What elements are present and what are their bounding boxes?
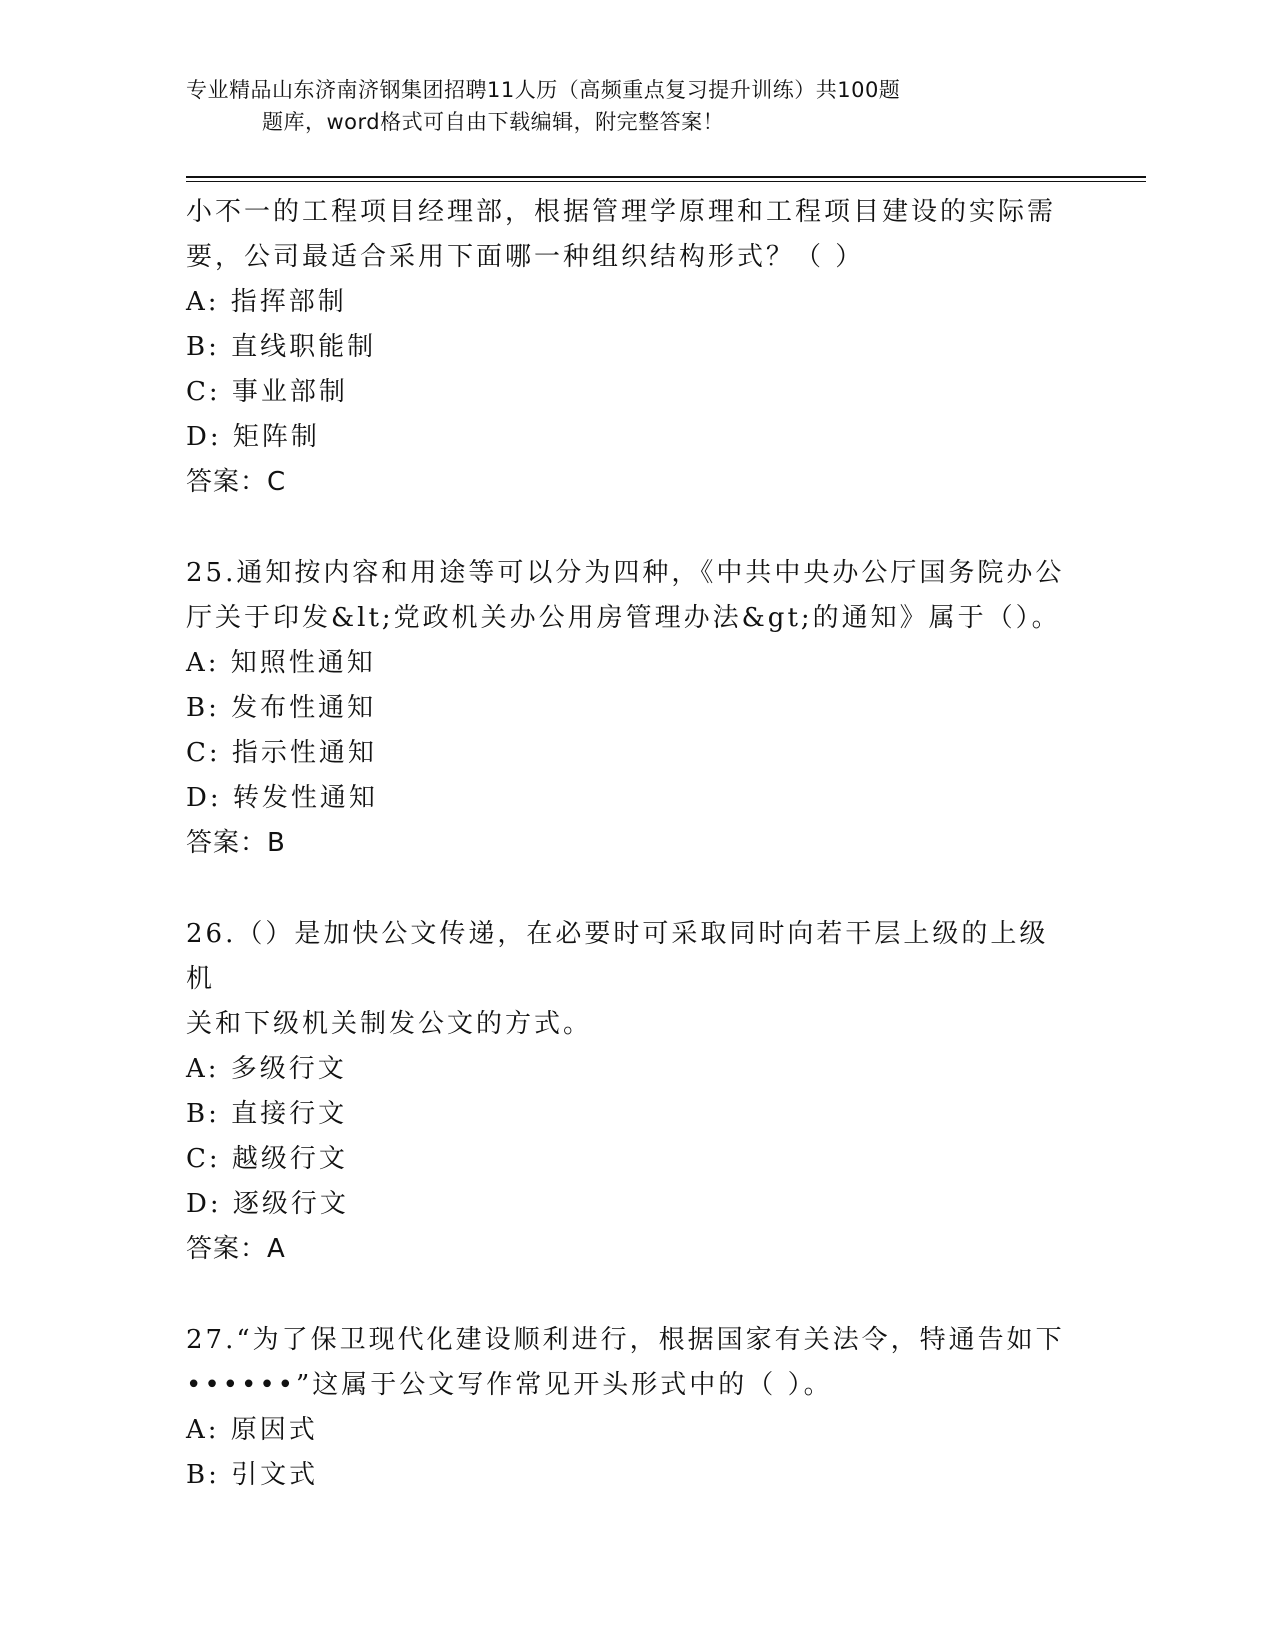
question-stem-line: ••••••”这属于公文写作常见开头形式中的（ ）。	[186, 1370, 833, 1400]
question-stem-line: 25.通知按内容和用途等可以分为四种，《中共中央办公厅国务院办公	[186, 558, 1065, 588]
option-a: A: 知照性通知	[186, 648, 376, 678]
header-title-line2: 题库，word格式可自由下载编辑，附完整答案！	[262, 110, 725, 134]
option-c: C: 指示性通知	[186, 738, 377, 768]
option-c: C: 事业部制	[186, 377, 348, 407]
answer: 答案：C	[186, 467, 287, 497]
option-d: D: 矩阵制	[186, 422, 320, 452]
question-stem-line: 小不一的工程项目经理部，根据管理学原理和工程项目建设的实际需	[186, 197, 1057, 227]
option-a: A: 多级行文	[186, 1054, 347, 1084]
header-divider	[186, 176, 1146, 178]
header-title-line1: 专业精品山东济南济钢集团招聘11人历（高频重点复习提升训练）共100题	[186, 78, 901, 102]
question-stem-line: 厅关于印发&lt;党政机关办公用房管理办法&gt;的通知》属于（）。	[186, 603, 1061, 633]
document-header	[186, 74, 1046, 138]
question-stem-line: 关和下级机关制发公文的方式。	[186, 1009, 593, 1039]
question-stem-line: 要，公司最适合采用下面哪一种组织结构形式？（ ）	[186, 242, 865, 272]
question-list	[186, 190, 1066, 1498]
question-26	[186, 912, 1066, 1272]
answer: 答案：B	[186, 828, 286, 858]
question-25	[186, 551, 1066, 866]
question-stem-line: 27.“为了保卫现代化建设顺利进行，根据国家有关法令，特通告如下	[186, 1325, 1065, 1355]
option-c: C: 越级行文	[186, 1144, 348, 1174]
option-d: D: 转发性通知	[186, 783, 378, 813]
option-d: D: 逐级行文	[186, 1189, 349, 1219]
question-27	[186, 1318, 1066, 1498]
option-a: A: 原因式	[186, 1415, 318, 1445]
question-stem-line: 26.（）是加快公文传递，在必要时可采取同时向若干层上级的上级机	[186, 919, 1049, 994]
question-24	[186, 190, 1066, 505]
option-a: A: 指挥部制	[186, 287, 347, 317]
option-b: B: 直线职能制	[186, 332, 377, 362]
answer: 答案：A	[186, 1234, 286, 1264]
option-b: B: 发布性通知	[186, 693, 377, 723]
header-divider-thin	[186, 181, 1146, 182]
option-b: B: 直接行文	[186, 1099, 348, 1129]
option-b: B: 引文式	[186, 1460, 319, 1490]
